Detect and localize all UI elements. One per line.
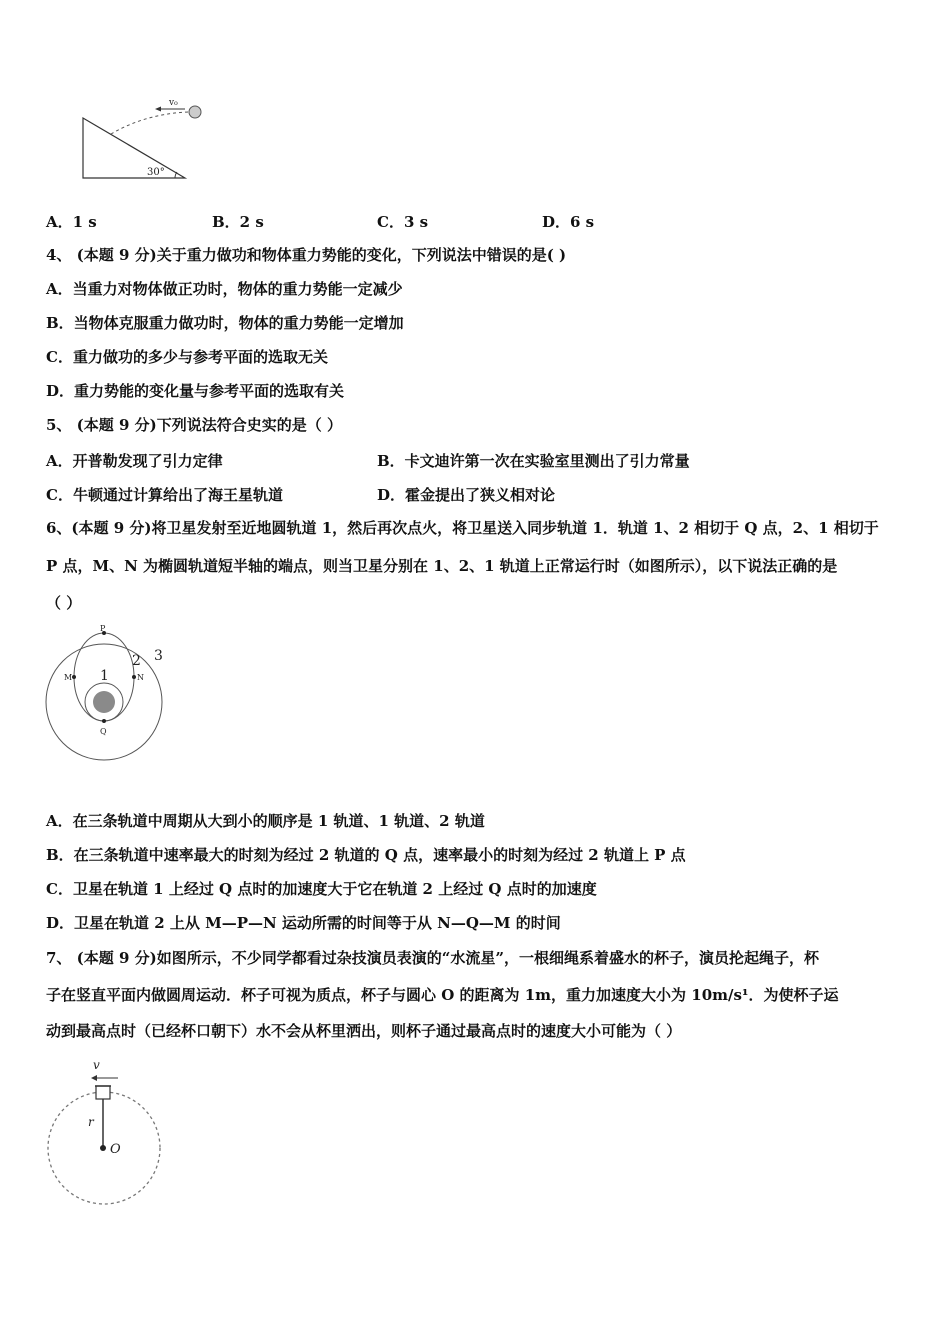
point-q (102, 719, 106, 723)
q3-incline-figure (75, 96, 225, 186)
q5-stem: 5、 (本题 9 分)下列说法符合史实的是（ ） (46, 416, 342, 434)
q6-orbit-figure (40, 622, 180, 767)
q7-stem-line-3: 动到最高点时（已经杯口朝下）水不会从杯里洒出，则杯子通过最高点时的速度大小可能为（ ） (46, 1022, 682, 1040)
q7-stem-line-1: 7、 (本题 9 分)如图所示，不少同学都看过杂技演员表演的“水流星”，一根细绳系着盛水的杯子，演员抡起绳子，杯 (46, 949, 819, 967)
q4-option-d: D．重力势能的变化量与参考平面的选取有关 (46, 382, 345, 400)
label-n: N (137, 673, 144, 682)
angle-label: 30° (147, 167, 165, 178)
q4-option-b: B．当物体克服重力做功时，物体的重力势能一定增加 (46, 314, 404, 332)
label-r: r (88, 1115, 94, 1129)
q3-option-a: A．1 s (46, 213, 97, 231)
velocity-arrowhead (91, 1075, 97, 1081)
q6-stem-line-1: 6、(本题 9 分)将卫星发射至近地圆轨道 1，然后再次点火，将卫星送入同步轨道 1．轨道 1、2 相切于 Q 点，2、1 相切于 (46, 519, 879, 537)
q5-option-d: D．霍金提出了狭义相对论 (377, 486, 556, 504)
q3-option-b: B．2 s (212, 213, 264, 231)
q5-option-a: A．开普勒发现了引力定律 (46, 452, 223, 470)
q4-stem: 4、 (本题 9 分)关于重力做功和物体重力势能的变化，下列说法中错误的是( ) (46, 246, 567, 264)
ball (189, 106, 201, 118)
q3-option-d: D．6 s (542, 213, 595, 231)
earth (93, 691, 115, 713)
velocity-arrowhead (155, 107, 161, 112)
label-v: v (93, 1058, 100, 1072)
q6-stem-line-2: P 点，M、N 为椭圆轨道短半轴的端点，则当卫星分别在 1、2、1 轨道上正常运行时（如图所示），以下说法正确的是 (46, 557, 838, 575)
q6-option-c: C．卫星在轨道 1 上经过 Q 点时的加速度大于它在轨道 2 上经过 Q 点时的加速度 (46, 880, 597, 898)
q5-option-c: C．牛顿通过计算给出了海王星轨道 (46, 486, 283, 504)
v0-label: v₀ (169, 98, 178, 108)
label-m: M (64, 673, 73, 682)
label-p: P (100, 624, 106, 633)
point-m (72, 675, 76, 679)
q5-option-b: B．卡文迪许第一次在实验室里测出了引力常量 (377, 452, 690, 470)
q7-stem-line-2: 子在竖直平面内做圆周运动．杯子可视为质点，杯子与圆心 O 的距离为 1m，重力加速度大小为 10m/s¹．为使杯子运 (46, 986, 839, 1004)
label-q: Q (100, 727, 107, 736)
label-o: O (110, 1142, 121, 1157)
incline-triangle (83, 118, 185, 178)
q3-option-c: C．3 s (377, 213, 429, 231)
q6-option-d: D．卫星在轨道 2 上从 M—P—N 运动所需的时间等于从 N—Q—M 的时间 (46, 914, 561, 932)
cup (96, 1086, 110, 1099)
q6-option-b: B．在三条轨道中速率最大的时刻为经过 2 轨道的 Q 点，速率最小的时刻为经过 2 轨道上 P 点 (46, 846, 686, 864)
q4-option-a: A．当重力对物体做正功时，物体的重力势能一定减少 (46, 280, 403, 298)
label-orbit-1: 1 (100, 668, 109, 684)
q6-stem-line-3: （ ） (46, 594, 82, 612)
q6-option-a: A．在三条轨道中周期从大到小的顺序是 1 轨道、1 轨道、2 轨道 (46, 812, 485, 830)
label-orbit-2: 2 (132, 653, 141, 669)
label-orbit-3: 3 (154, 648, 163, 664)
trajectory-curve (111, 112, 188, 134)
center-o (100, 1145, 106, 1151)
q7-circular-motion-figure (40, 1050, 180, 1215)
point-n (132, 675, 136, 679)
q4-option-c: C．重力做功的多少与参考平面的选取无关 (46, 348, 328, 366)
